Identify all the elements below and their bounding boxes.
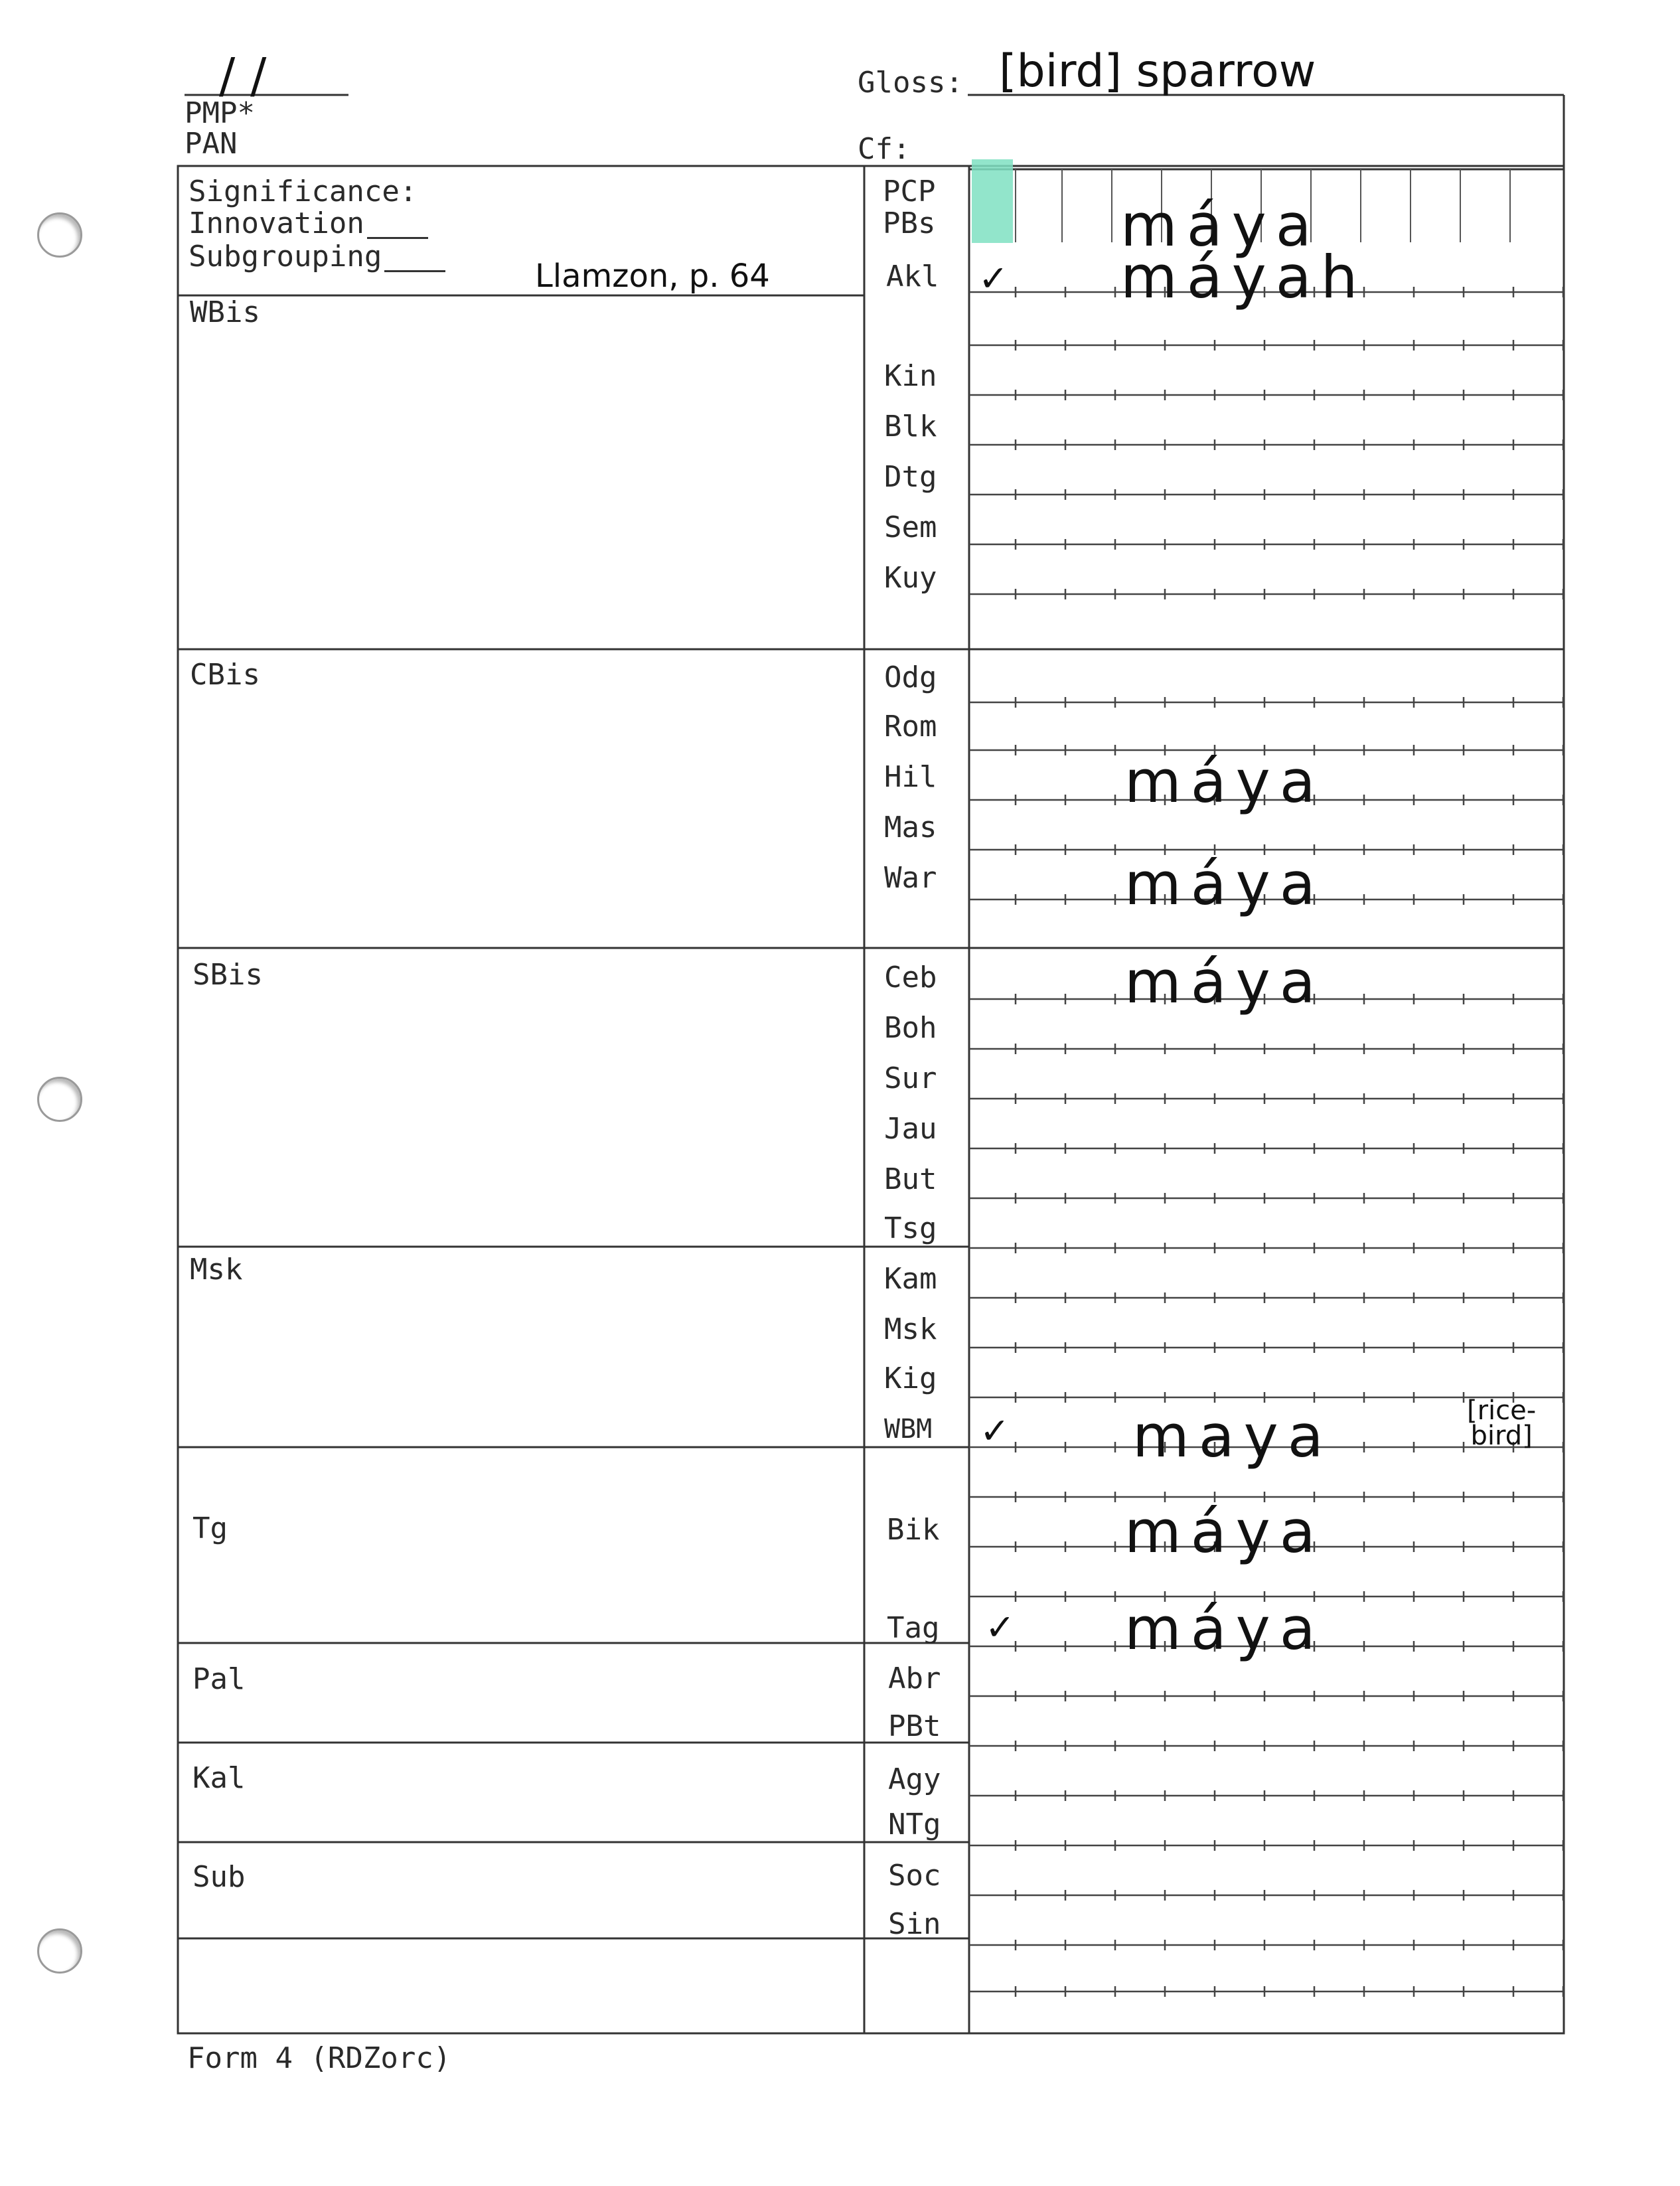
entry-pbs: máya — [1120, 191, 1321, 260]
wbm-note — [1467, 1395, 1537, 1451]
highlight-mark — [972, 159, 1013, 243]
wbm-note-line2: bird] — [1470, 1421, 1533, 1451]
lang-pbt: PBt — [888, 1709, 941, 1743]
section-cbis: CBis — [190, 658, 260, 692]
lang-sem: Sem — [884, 510, 937, 544]
check-wbm: ✓ — [980, 1410, 1010, 1452]
lang-abr: Abr — [888, 1662, 941, 1695]
pmp-label: PMP* — [185, 96, 255, 130]
innovation-label — [189, 208, 428, 239]
pan-label: PAN — [185, 127, 238, 161]
significance-title: Significance: — [189, 175, 418, 208]
section-pal: Pal — [192, 1662, 246, 1696]
source-note: Llamzon, p. 64 — [535, 258, 770, 295]
lang-agy: Agy — [888, 1762, 941, 1796]
subgrouping-label — [189, 242, 445, 272]
section-kal: Kal — [192, 1761, 246, 1795]
lang-blk: Blk — [884, 410, 937, 443]
lang-sin: Sin — [888, 1907, 941, 1941]
lang-odg: Odg — [884, 661, 937, 694]
lang-dtg: Dtg — [884, 460, 937, 494]
lang-bik: Bik — [887, 1513, 940, 1547]
section-msk: Msk — [190, 1253, 243, 1287]
entry-tag: máya — [1124, 1595, 1325, 1663]
entry-bik: máya — [1124, 1498, 1325, 1566]
lang-but: But — [884, 1162, 937, 1196]
lang-ntg: NTg — [888, 1808, 941, 1841]
gloss-label: Gloss: — [858, 66, 963, 100]
form-footer: Form 4 (RDZorc) — [187, 2041, 451, 2075]
section-tg: Tg — [192, 1512, 228, 1545]
lang-tag: Tag — [887, 1611, 940, 1645]
lang-sur: Sur — [884, 1061, 937, 1095]
lang-ceb: Ceb — [884, 961, 937, 994]
entry-akl: máyah — [1120, 243, 1367, 311]
section-wbis: WBis — [190, 295, 260, 329]
date-marks: / / — [219, 48, 267, 104]
innovation-text: Innovation — [189, 206, 364, 240]
lang-pcp: PCP — [883, 175, 936, 208]
lang-wbm: WBM — [884, 1414, 933, 1444]
lang-pbs: PBs — [883, 206, 936, 240]
check-tag: ✓ — [985, 1606, 1016, 1648]
lang-kam: Kam — [884, 1262, 937, 1296]
lang-rom: Rom — [884, 710, 937, 743]
subgrouping-text: Subgrouping — [189, 240, 382, 273]
wbm-note-line1: [rice- — [1467, 1395, 1537, 1426]
lang-akl: Akl — [886, 260, 939, 293]
lang-jau: Jau — [884, 1112, 937, 1146]
section-sub: Sub — [192, 1860, 246, 1894]
lang-hil: Hil — [884, 760, 937, 794]
lang-war: War — [884, 861, 937, 895]
lang-soc: Soc — [888, 1859, 941, 1893]
entry-war: máya — [1124, 850, 1325, 918]
lang-tsg: Tsg — [884, 1211, 937, 1245]
innovation-blank — [367, 237, 428, 239]
lang-boh: Boh — [884, 1011, 937, 1045]
entry-wbm: maya — [1132, 1402, 1333, 1470]
cf-label: Cf: — [858, 132, 911, 166]
lang-kig: Kig — [884, 1362, 937, 1395]
gloss-value: [bird] sparrow — [999, 45, 1316, 98]
lang-kuy: Kuy — [884, 561, 937, 595]
lang-msk: Msk — [884, 1312, 937, 1346]
subgrouping-blank — [384, 270, 445, 272]
lang-kin: Kin — [884, 359, 937, 393]
entry-ceb: máya — [1124, 948, 1325, 1016]
section-sbis: SBis — [192, 958, 263, 992]
lang-mas: Mas — [884, 811, 937, 844]
entry-hil: máya — [1124, 747, 1325, 816]
check-akl: ✓ — [978, 258, 1009, 299]
